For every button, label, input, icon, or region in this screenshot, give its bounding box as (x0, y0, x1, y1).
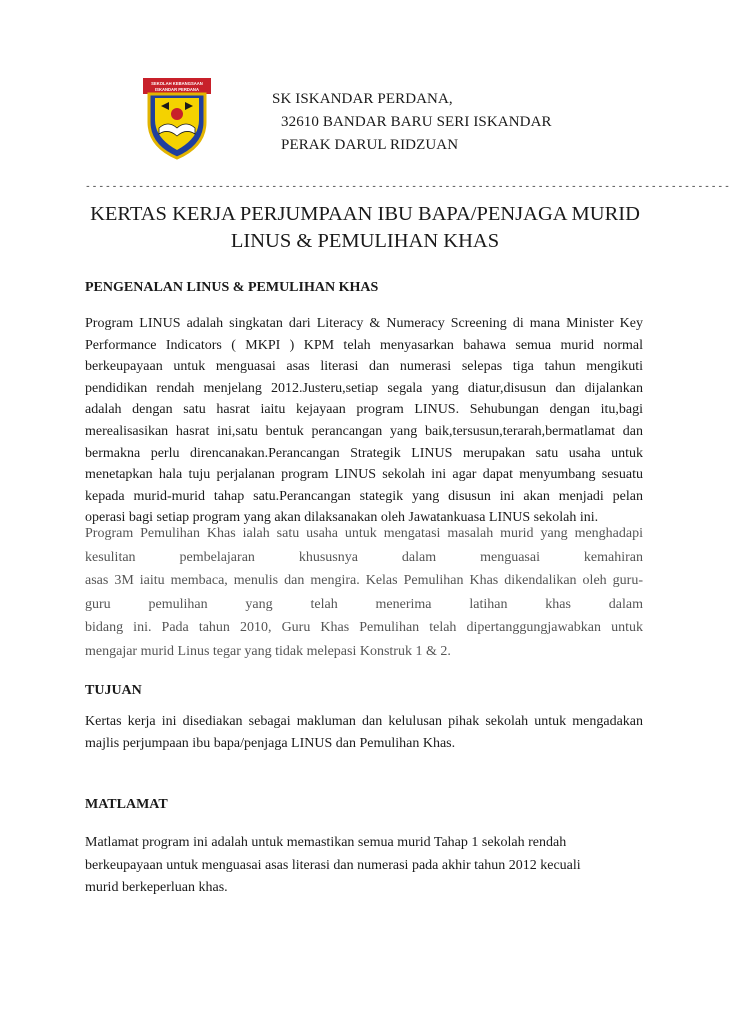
school-state-line: PERAK DARUL RIDZUAN (281, 137, 459, 153)
paragraph-line: kepada murid-murid tahap satu.Perancangan stategik yang disusun ini akan menjadi pelan (85, 488, 643, 504)
paragraph-line: pendidikan rendah menjelang 2012.Justeru,setiap segala yang diatur,disusun dan dijalankan (85, 380, 643, 396)
school-crest-logo (141, 76, 213, 160)
paragraph-line: Program Pemulihan Khas ialah satu usaha untuk mengatasi masalah murid yang menghadapi (85, 526, 643, 541)
paragraph-line: berkeupayaan untuk menguasai asas literasi dan numerasi selepas tiga tahun mengikuti (85, 359, 643, 375)
document-title-line-2: LINUS & PEMULIHAN KHAS (230, 230, 500, 252)
paragraph-linus (85, 313, 643, 529)
crest-banner-text-1: SEKOLAH KEBANGSAAN (151, 81, 203, 86)
paragraph-line: asas 3M iaitu membaca, menulis dan mengira. Kelas Pemulihan Khas dikendalikan oleh guru- (85, 573, 643, 588)
paragraph-line: majlis perjumpaan ibu bapa/penjaga LINUS dan Pemulihan Khas. (85, 736, 456, 752)
paragraph-line: bidang ini. Pada tahun 2010, Guru Khas Pemulihan telah dipertanggungjawabkan untuk (85, 620, 643, 635)
section-heading-tujuan: TUJUAN (85, 683, 142, 698)
document-title-line-1: KERTAS KERJA PERJUMPAAN IBU BAPA/PENJAGA MURID (90, 203, 640, 225)
paragraph-line: berkeupayaan untuk menguasai asas literasi dan numerasi pada akhir tahun 2012 kecuali (85, 857, 581, 873)
paragraph-matlamat (85, 832, 643, 900)
crest-banner-text-2: ISKANDAR PERDANA (155, 87, 199, 92)
section-heading-pengenalan: PENGENALAN LINUS & PEMULIHAN KHAS (85, 280, 379, 295)
paragraph-line: merealisasikan hasrat ini,satu bentuk perancangan yang baik,tersusun,terarah,bermatlamat dan (85, 423, 643, 439)
section-heading-matlamat: MATLAMAT (85, 797, 168, 812)
school-address-line: 32610 BANDAR BARU SERI ISKANDAR (281, 114, 552, 130)
paragraph-line: mengajar murid Linus tegar yang tidak melepasi Konstruk 1 & 2. (85, 643, 451, 659)
paragraph-line: bermakna perlu direncanakan.Perancangan Strategik LINUS merupakan satu usaha untuk (85, 445, 643, 461)
paragraph-line: kesulitan pembelajaran khususnya dalam menguasai kemahiran (85, 549, 643, 565)
paragraph-line: Matlamat program ini adalah untuk memastikan semua murid Tahap 1 sekolah rendah (85, 835, 567, 850)
paragraph-line: Kertas kerja ini disediakan sebagai makluman dan kelulusan pihak sekolah untuk mengadakan (85, 714, 643, 729)
paragraph-line: adalah dengan satu hasrat iaitu kejayaan program LINUS. Sehubungan dengan itu,bagi (85, 402, 643, 418)
crest-emblem (171, 108, 183, 120)
paragraph-line: guru pemulihan yang telah menerima latihan khas dalam (85, 596, 643, 612)
school-name: SK ISKANDAR PERDANA, (272, 91, 453, 107)
paragraph-line: Performance Indicators ( MKPI ) KPM telah menyasarkan bahawa semua murid normal (85, 337, 643, 353)
paragraph-pemulihan (85, 523, 643, 664)
paragraph-tujuan (85, 711, 643, 756)
paragraph-line: murid berkeperluan khas. (85, 880, 228, 895)
header-divider: ------------------------------------------------------------------------------------------------- (85, 181, 731, 192)
paragraph-line: Program LINUS adalah singkatan dari Literacy & Numeracy Screening di mana Minister Key (85, 316, 643, 331)
paragraph-line: operasi bagi setiap program yang akan dilaksanakan oleh Jawatankuasa LINUS sekolah ini. (85, 510, 599, 526)
paragraph-line: menetapkan hala tuju perjalanan program LINUS sekolah ini agar dapat menyumbang sesuatu (85, 467, 643, 483)
